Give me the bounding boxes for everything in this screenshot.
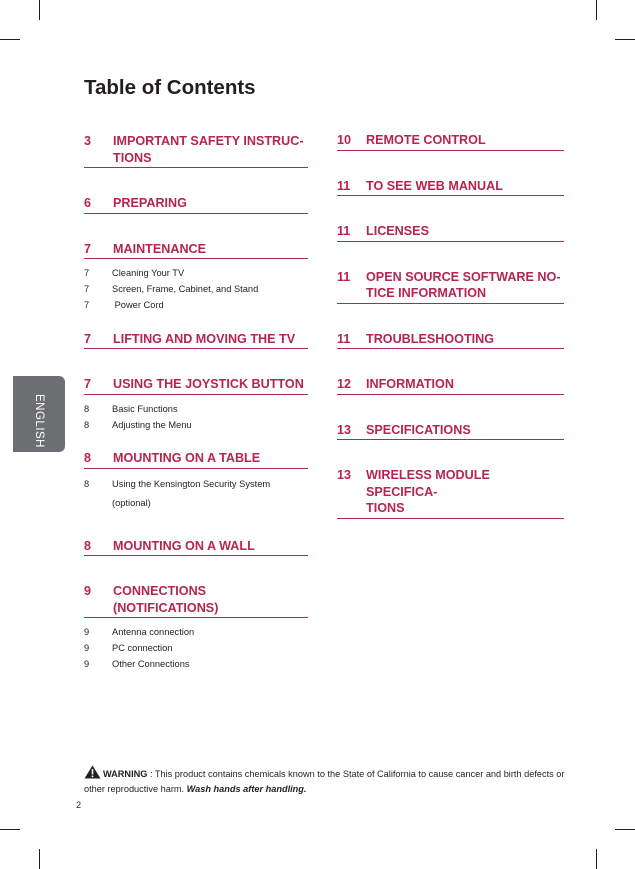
toc-section-page: 11: [337, 178, 351, 193]
toc-subitem[interactable]: [84, 281, 308, 297]
warning-emphasis: Wash hands after handling.: [186, 783, 307, 794]
toc-section: [84, 241, 308, 314]
toc-subitem[interactable]: [84, 297, 308, 313]
toc-section-heading[interactable]: [337, 376, 564, 395]
toc-section-heading[interactable]: [337, 132, 564, 151]
toc-section-heading[interactable]: [337, 422, 564, 441]
toc-subitem-title: Screen, Frame, Cabinet, and Stand: [112, 284, 259, 295]
toc-section: [84, 583, 308, 673]
toc-subitem-title: Using the Kensington Security System: [112, 478, 271, 489]
crop-mark: [39, 849, 40, 869]
warning-label: WARNING: [103, 769, 148, 779]
toc-section-page: 13: [337, 468, 352, 482]
toc-section: [84, 376, 308, 433]
toc-subitem-page: 7: [84, 300, 90, 311]
toc-subitem-page: 8: [84, 403, 90, 414]
toc-section-title: WIRELESS MODULE SPECIFICA- TIONS: [366, 468, 490, 515]
toc-section: [337, 467, 564, 519]
toc-section: [337, 132, 564, 151]
toc-subitem-page: [84, 494, 112, 513]
toc-section-heading[interactable]: [84, 376, 308, 395]
toc-section: [84, 450, 308, 513]
toc-section-title: PREPARING: [113, 196, 187, 210]
page-title: Table of Contents: [84, 75, 256, 99]
warning-triangle-icon: [84, 765, 101, 779]
toc-section-heading[interactable]: [84, 450, 308, 469]
toc-section-page: 11: [337, 269, 351, 284]
toc-section: [84, 538, 308, 557]
toc-section-page: 6: [84, 196, 92, 210]
toc-section-page: 13: [337, 422, 352, 437]
toc-subitem-title: Antenna connection: [112, 627, 195, 638]
toc-section-heading[interactable]: [337, 467, 564, 519]
toc-section-heading[interactable]: [84, 583, 308, 618]
toc-section-page: 7: [84, 241, 92, 256]
toc-section: [84, 133, 308, 168]
toc-subitem[interactable]: [84, 265, 308, 281]
toc-section: [337, 223, 564, 242]
toc-section-title: LICENSES: [366, 224, 429, 238]
toc-section-heading[interactable]: [84, 241, 308, 260]
toc-subitem[interactable]: [84, 494, 308, 513]
crop-mark: [596, 849, 597, 869]
toc-section-heading[interactable]: [84, 133, 308, 168]
toc-section-heading[interactable]: [84, 331, 308, 350]
toc-section-title: MOUNTING ON A WALL: [113, 538, 255, 553]
toc-subitem-title: (optional): [112, 497, 151, 508]
toc-section: [84, 195, 308, 214]
toc-section-heading[interactable]: [337, 223, 564, 242]
toc-section: [337, 376, 564, 395]
toc-section-page: 8: [84, 451, 92, 466]
toc-subitem[interactable]: [84, 624, 308, 640]
toc-section-title: USING THE JOYSTICK BUTTON: [113, 377, 304, 392]
toc-section-title: SPECIFICATIONS: [366, 422, 471, 437]
toc-section-title: INFORMATION: [366, 377, 454, 391]
toc-subitem-page: 9: [84, 627, 90, 638]
page-number: 2: [76, 800, 82, 810]
toc-subitem-title: PC connection: [112, 643, 173, 654]
toc-subitem-title: Basic Functions: [112, 403, 178, 414]
toc-subitem[interactable]: [84, 401, 308, 417]
toc-section: [337, 331, 564, 350]
toc-subitem-list: [84, 265, 308, 314]
toc-section-heading[interactable]: [337, 269, 564, 304]
toc-subitem[interactable]: [84, 475, 308, 494]
toc-section-title: OPEN SOURCE SOFTWARE NO- TICE INFORMATION: [366, 269, 561, 300]
toc-section-page: 9: [84, 584, 92, 599]
toc-subitem-page: 9: [84, 643, 90, 654]
toc-section-page: 3: [84, 134, 92, 148]
toc-section-title: IMPORTANT SAFETY INSTRUC- TIONS: [113, 134, 304, 165]
toc-subitem-title: Other Connections: [112, 659, 190, 670]
crop-mark: [39, 0, 40, 20]
toc-subitem[interactable]: [84, 640, 308, 656]
toc-subitem-page: 7: [84, 284, 90, 295]
toc-section-heading[interactable]: [84, 538, 308, 557]
toc-section-heading[interactable]: [337, 178, 564, 197]
toc-section: [337, 269, 564, 304]
toc-section-title: CONNECTIONS (NOTIFICATIONS): [113, 584, 219, 615]
toc-section-page: 7: [84, 377, 92, 392]
toc-section-page: 7: [84, 331, 92, 346]
toc-subitem[interactable]: [84, 417, 308, 433]
toc-section-heading[interactable]: [337, 331, 564, 350]
toc-left-column: [84, 133, 308, 673]
language-tab: [13, 376, 65, 452]
toc-section: [84, 331, 308, 350]
toc-section-page: 12: [337, 377, 352, 391]
toc-section-page: 10: [337, 133, 352, 147]
crop-mark: [615, 39, 635, 40]
toc-subitem-page: 7: [84, 268, 90, 278]
crop-mark: [0, 39, 20, 40]
toc-section-heading[interactable]: [84, 195, 308, 214]
toc-section-title: REMOTE CONTROL: [366, 133, 486, 147]
toc-section-page: 8: [84, 538, 92, 553]
toc-section-page: 11: [337, 331, 351, 346]
toc-section: [337, 422, 564, 441]
toc-subitem-list: [84, 624, 308, 673]
language-tab-label: ENGLISH: [33, 394, 45, 448]
toc-section-title: TO SEE WEB MANUAL: [366, 178, 503, 193]
toc-subitem-page: 8: [84, 478, 90, 489]
toc-section-page: 11: [337, 224, 351, 238]
toc-subitem-title: Power Cord: [112, 300, 164, 311]
crop-mark: [615, 829, 635, 830]
toc-section-title: LIFTING AND MOVING THE TV: [113, 331, 296, 346]
toc-subitem-title: Cleaning Your TV: [112, 268, 185, 278]
toc-subitem-title: Adjusting the Menu: [112, 419, 192, 430]
toc-section-title: TROUBLESHOOTING: [366, 331, 495, 346]
crop-mark: [596, 0, 597, 20]
toc-subitem[interactable]: [84, 656, 308, 672]
toc-subitem-page: 8: [84, 419, 90, 430]
crop-mark: [0, 829, 20, 830]
toc-subitem-page: 9: [84, 659, 90, 670]
warning-notice: [84, 765, 574, 796]
toc-section-title: MAINTENANCE: [113, 241, 207, 256]
toc-subitem-list: [84, 475, 308, 513]
toc-section-title: MOUNTING ON A TABLE: [113, 451, 261, 466]
toc-subitem-list: [84, 401, 308, 433]
warning-text: : This product contains chemicals known to the State of California to cause cancer and birth defects or other reproductive harm.: [84, 769, 565, 794]
toc-section: [337, 178, 564, 197]
toc-right-column: [337, 132, 564, 519]
